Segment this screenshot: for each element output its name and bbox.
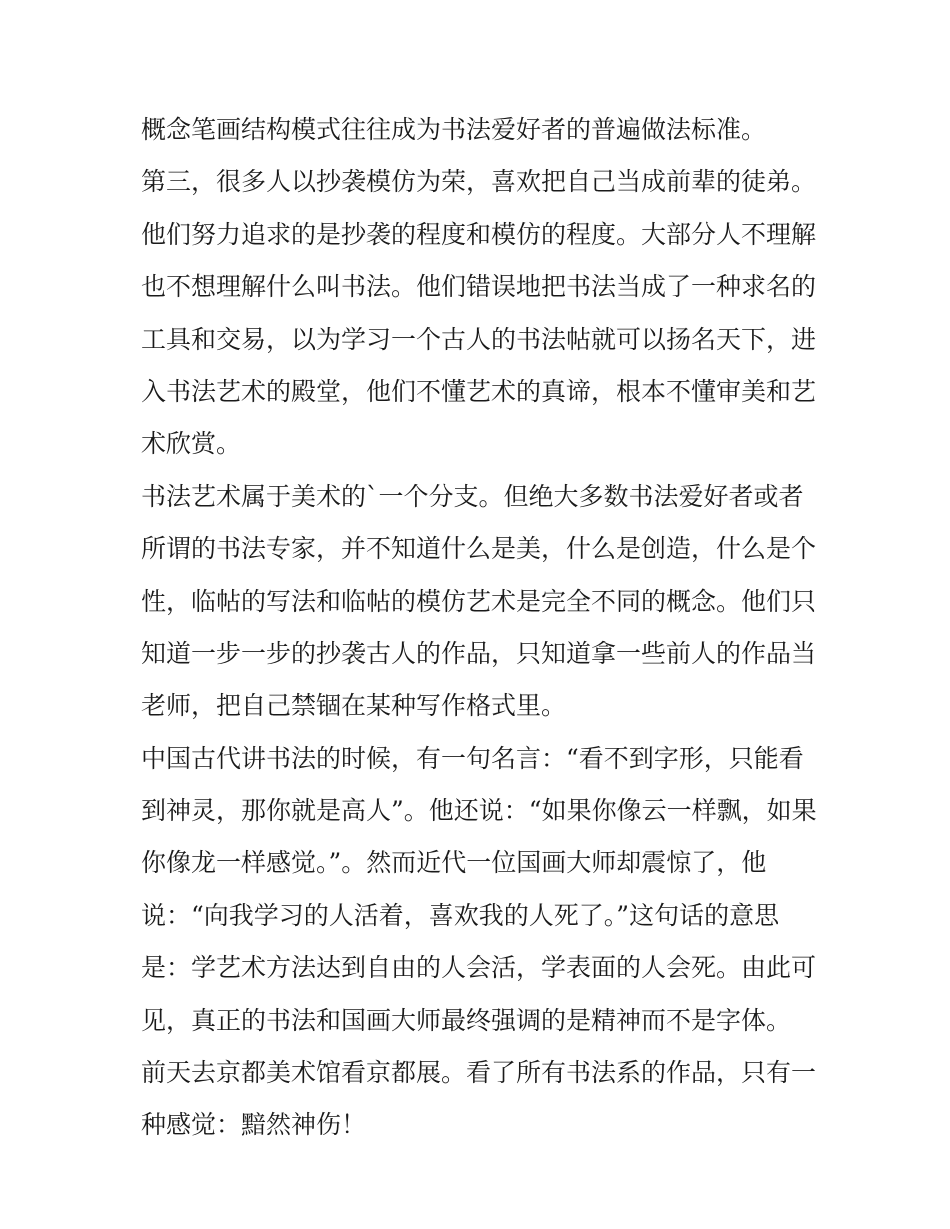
- text-line: 概念笔画结构模式往往成为书法爱好者的普遍做法标准。: [141, 115, 767, 144]
- text-line: 所谓的书法专家，并不知道什么是美，什么是创造，什么是个: [141, 534, 817, 564]
- text-line: 知道一步一步的抄袭古人的作品，只知道拿一些前人的作品当: [141, 638, 817, 668]
- text-line: 工具和交易，以为学习一个古人的书法帖就可以扬名天下，进: [141, 324, 817, 354]
- text-line: 说：“向我学习的人活着，喜欢我的人死了。”这句话的意思: [141, 900, 780, 930]
- text-line: 中国古代讲书法的时候，有一句名言：“看不到字形，只能看: [141, 743, 804, 773]
- text-line: 前天去京都美术馆看京都展。看了所有书法系的作品，只有一: [141, 1058, 817, 1088]
- text-line: 也不想理解什么叫书法。他们错误地把书法当成了一种求名的: [141, 272, 817, 302]
- text-line: 第三，很多人以抄袭模仿为荣，喜欢把自己当成前辈的徒弟。: [141, 167, 817, 197]
- text-line: 老师，把自己禁锢在某种写作格式里。: [141, 691, 567, 721]
- text-line: 见，真正的书法和国画大师最终强调的是精神而不是字体。: [141, 1005, 792, 1035]
- document-body: [141, 104, 831, 1152]
- text-line: 你像龙一样感觉。”。然而近代一位国画大师却震惊了，他: [141, 848, 767, 878]
- text-line: 是：学艺术方法达到自由的人会活，学表面的人会死。由此可: [141, 953, 817, 983]
- text-line: 术欣赏。: [141, 429, 242, 459]
- text-line: 书法艺术属于美术的`一个分支。但绝大多数书法爱好者或者: [141, 481, 804, 511]
- text-line: 种感觉：黯然神伤！: [141, 1110, 367, 1140]
- text-line: 入书法艺术的殿堂，他们不懂艺术的真谛，根本不懂审美和艺: [141, 376, 817, 406]
- text-line: 性，临帖的写法和临帖的模仿艺术是完全不同的概念。他们只: [141, 586, 817, 616]
- text-line: 他们努力追求的是抄袭的程度和模仿的程度。大部分人不理解: [141, 219, 817, 249]
- text-line: 到神灵，那你就是高人”。他还说：“如果你像云一样飘，如果: [141, 796, 817, 826]
